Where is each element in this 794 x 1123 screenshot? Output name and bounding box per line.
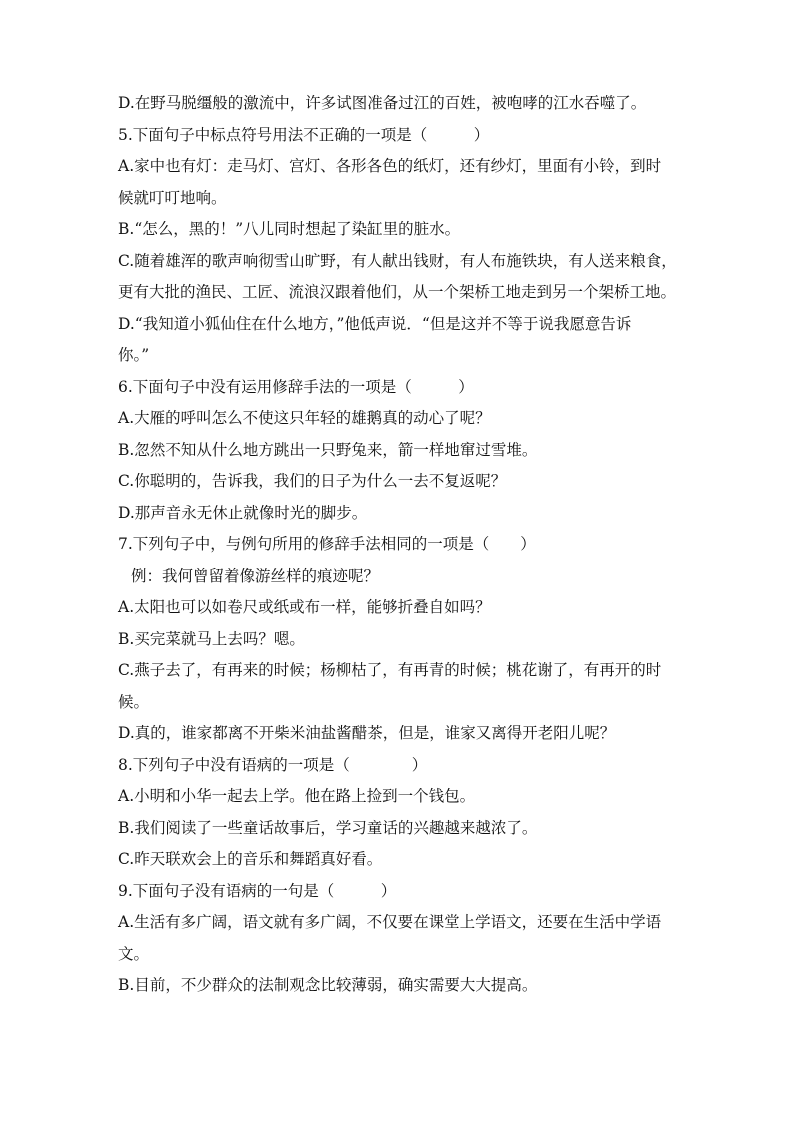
question-9-stem: 9.下面句子没有语病的一句是（ ） [118, 881, 397, 900]
text-line: 候就叮叮地响。 [118, 188, 227, 207]
text-line: 候。 [118, 692, 150, 711]
text-line: B.“怎么，黑的！”八儿同时想起了染缸里的脏水。 [118, 220, 461, 238]
question-8-stem: 8.下列句子中没有语病的一项是（ ） [118, 755, 428, 774]
text-line: B.买完菜就马上去吗？嗯。 [118, 629, 305, 648]
text-line: 更有大批的渔民、工匠、流浪汉跟着他们，从一个架桥工地走到另一个架桥工地。 [118, 283, 677, 301]
text-line: A.小明和小华一起去上学。他在路上捡到一个钱包。 [118, 787, 476, 805]
text-line: D.真的，谁家都离不开柴米油盐酱醋茶，但是，谁家又离得开老阳儿呢？ [118, 724, 616, 742]
text-line: D.在野马脱缰般的激流中，许多试图准备过江的百姓，被咆哮的江水吞噬了。 [118, 94, 647, 112]
text-line: A.大雁的呼叫怎么不使这只年轻的雄鹅真的动心了呢？ [118, 409, 491, 427]
text-line: A.家中也有灯：走马灯、宫灯、各形各色的纸灯，还有纱灯，里面有小铃，到时 [118, 157, 662, 175]
text-line: D.“我知道小狐仙住在什么地方，”他低声说．“但是这并不等于说我愿意告诉 [118, 314, 632, 333]
text-line: C.随着雄浑的歌声响彻雪山旷野，有人献出钱财，有人布施铁块，有人送来粮食， [118, 251, 677, 270]
text-line: 文。 [118, 944, 150, 963]
text-line: A.太阳也可以如卷尺或纸或布一样，能够折叠自如吗？ [118, 598, 491, 616]
text-line: C.昨天联欢会上的音乐和舞蹈真好看。 [118, 850, 383, 868]
text-line: 你。” [118, 346, 150, 364]
question-7-stem: 7.下列句子中，与例句所用的修辞手法相同的一项是（ ） [118, 535, 536, 553]
document-page [118, 88, 678, 1002]
text-line: B.目前，不少群众的法制观念比较薄弱，确实需要大大提高。 [118, 976, 538, 994]
question-6-stem: 6.下面句子中没有运用修辞手法的一项是（ ） [118, 377, 474, 396]
question-5-stem: 5.下面句子中标点符号用法不正确的一项是（ ） [118, 125, 490, 144]
text-line: B.我们阅读了一些童话故事后，学习童话的兴趣越来越浓了。 [118, 818, 538, 837]
text-line: C.你聪明的，告诉我，我们的日子为什么一去不复返呢？ [118, 472, 507, 490]
text-line: C.燕子去了，有再来的时候；杨柳枯了，有再青的时候；桃花谢了，有再开的时 [118, 661, 662, 679]
text-line: B.忽然不知从什么地方跳出一只野兔来，箭一样地窜过雪堆。 [118, 440, 538, 459]
example-sentence: 例：我何曾留着像游丝样的痕迹呢？ [131, 566, 380, 585]
text-line: A.生活有多广阔，语文就有多广阔，不仅要在课堂上学语文，还要在生活中学语 [118, 913, 662, 931]
text-line: D.那声音永无休止就像时光的脚步。 [118, 503, 368, 522]
